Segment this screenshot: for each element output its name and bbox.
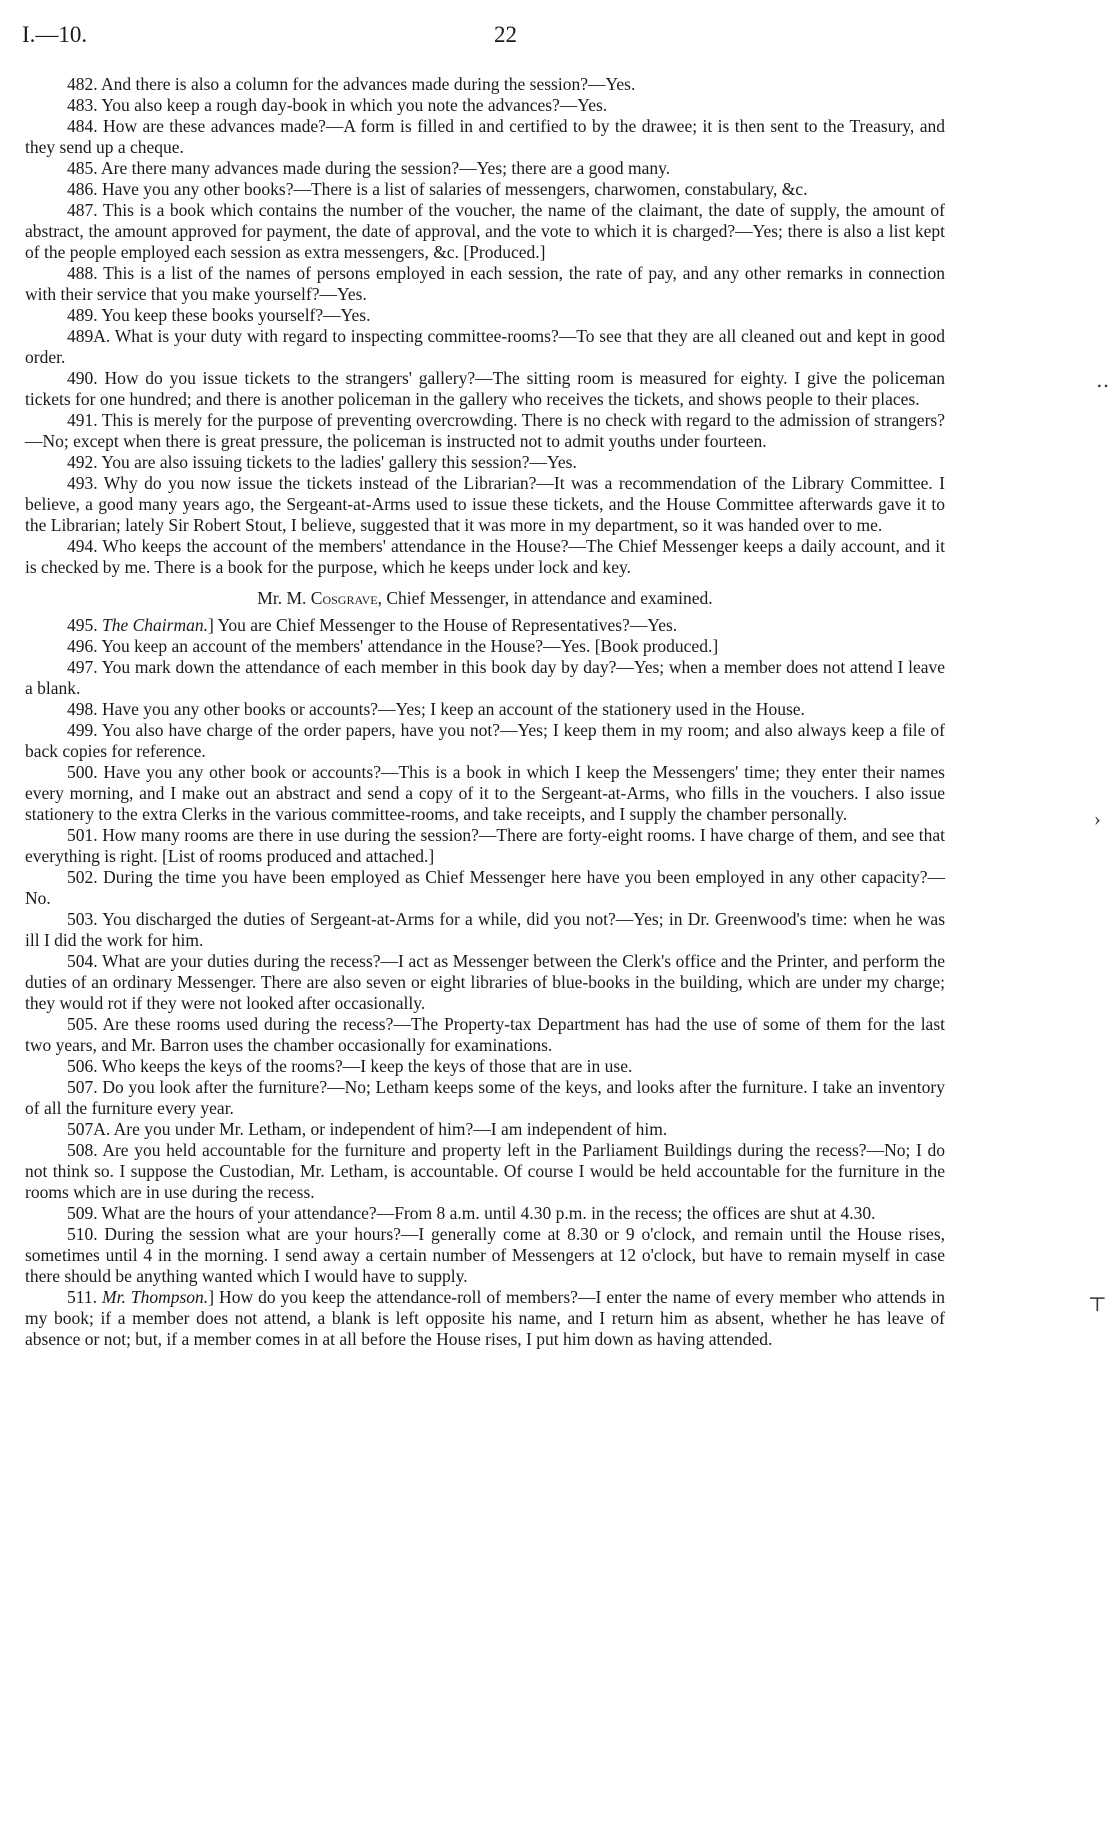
question-paragraph-507A: 507A. Are you under Mr. Letham, or independent of him?—I am independent of him. [67, 1119, 668, 1139]
question-paragraph-491: 491. This is merely for the purpose of preventing overcrowding. There is no check with regard to the admission of strangers?—No; except when there is great pressure, the policeman is instructed not to admit youths under fourteen. [25, 410, 945, 451]
question-paragraph-508: 508. Are you held accountable for the furniture and property left in the Parliament Buildings during the recess?—No; I do not think so. I suppose the Custodian, Mr. Letham, is accountable. Of course I would be held accountable for the furniture in the rooms which are in use during the recess. [25, 1140, 945, 1202]
question-paragraph-495: 495. The Chairman.] You are Chief Messenger to the House of Representatives?—Yes. [67, 615, 678, 635]
page-number: 22 [494, 22, 517, 47]
question-paragraph-496: 496. You keep an account of the members' attendance in the House?—Yes. [Book produced.] [67, 636, 719, 656]
document-reference: I.—10. [22, 22, 88, 47]
question-paragraph-503: 503. You discharged the duties of Sergeant-at-Arms for a while, did you not?—Yes; in Dr. Greenwood's time: when he was ill I did the work for him. [25, 909, 945, 950]
question-paragraph-485: 485. Are there many advances made during the session?—Yes; there are a good many. [67, 158, 671, 178]
witness-name: Cosgrave [310, 588, 378, 608]
question-paragraph-504: 504. What are your duties during the recess?—I act as Messenger between the Clerk's office and the Printer, and perform the duties of an ordinary Messenger. There are also seven or eight libraries of blue-books in the building, which are under my charge; they would rot if they were not looked after occasionally. [25, 951, 945, 1013]
question-paragraph-493: 493. Why do you now issue the tickets instead of the Librarian?—It was a recommendation of the Library Committee. I believe, a good many years ago, the Sergeant-at-Arms used to issue these tickets, and the House Committee afterwards gave it to the Librarian; lately Sir Robert Stout, I believe, suggested that it was more in my department, so it was handed over to me. [25, 473, 945, 535]
question-paragraph-494: 494. Who keeps the account of the members' attendance in the House?—The Chief Messenger keeps a daily account, and it is checked by me. There is a book for the purpose, which he keeps under lock and key. [25, 536, 945, 577]
witness-heading: Mr. M. Cosgrave, Chief Messenger, in attendance and examined. [257, 588, 713, 608]
question-paragraph-506: 506. Who keeps the keys of the rooms?—I keep the keys of those that are in use. [67, 1056, 633, 1076]
speaker-label: Mr. Thompson. [102, 1287, 209, 1307]
margin-mark: › [1094, 808, 1101, 830]
question-paragraph-489A: 489A. What is your duty with regard to inspecting committee-rooms?—To see that they are all cleaned out and kept in good order. [25, 326, 945, 367]
speaker-label: The Chairman. [102, 615, 208, 635]
question-paragraph-499: 499. You also have charge of the order papers, have you not?—Yes; I keep them in my room; and also always keep a file of back copies for reference. [25, 720, 945, 761]
question-paragraph-483: 483. You also keep a rough day-book in which you note the advances?—Yes. [67, 95, 608, 115]
question-paragraph-505: 505. Are these rooms used during the recess?—The Property-tax Department has had the use of some of them for the last two years, and Mr. Barron uses the chamber occasionally for examinations. [25, 1014, 945, 1055]
question-list-2 [25, 636, 945, 1287]
document-body [25, 74, 945, 1350]
margin-mark: ‥ [1096, 370, 1110, 392]
margin-mark: ⊤ [1088, 1294, 1107, 1316]
question-paragraph-486: 486. Have you any other books?—There is a list of salaries of messengers, charwomen, constabulary, &c. [67, 179, 808, 199]
question-paragraph-509: 509. What are the hours of your attendance?—From 8 a.m. until 4.30 p.m. in the recess; the offices are shut at 4.30. [67, 1203, 876, 1223]
question-paragraph-500: 500. Have you any other book or accounts?—This is a book in which I keep the Messengers' time; they enter their names every morning, and I make out an abstract and send a copy of it to the Sergeant-at-Arms, who fills in the vouchers. I also issue stationery to the extra Clerks in the various committee-rooms, and take receipts, and I supply the chamber personally. [25, 762, 945, 824]
question-paragraph-507: 507. Do you look after the furniture?—No; Letham keeps some of the keys, and looks after the furniture. I take an inventory of all the furniture every year. [25, 1077, 945, 1118]
question-paragraph-489: 489. You keep these books yourself?—Yes. [67, 305, 371, 325]
question-paragraph-502: 502. During the time you have been employed as Chief Messenger here have you been employed in any other capacity?—No. [25, 867, 945, 908]
question-paragraph-488: 488. This is a list of the names of persons employed in each session, the rate of pay, and any other remarks in connection with their service that you make yourself?—Yes. [25, 263, 945, 304]
question-paragraph-492: 492. You are also issuing tickets to the ladies' gallery this session?—Yes. [67, 452, 577, 472]
question-paragraph-510: 510. During the session what are your hours?—I generally come at 8.30 or 9 o'clock, and remain until the House rises, sometimes until 4 in the morning. I send away a certain number of Messengers at 12 o'clock, but have to remain myself in case there should be anything wanted which I would have to supply. [25, 1224, 945, 1286]
question-paragraph-484: 484. How are these advances made?—A form is filled in and certified to by the drawee; it is then sent to the Treasury, and they send up a cheque. [25, 116, 945, 157]
page-header [22, 22, 1102, 52]
question-paragraph-501: 501. How many rooms are there in use during the session?—There are forty-eight rooms. I have charge of them, and see that everything is right. [List of rooms produced and attached.] [25, 825, 945, 866]
question-paragraph-487: 487. This is a book which contains the number of the voucher, the name of the claimant, the date of supply, the amount of abstract, the amount approved for payment, the date of approval, and the vote to which it is charged?—Yes; there is also a list kept of the people employed each session as extra messengers, &c. [Produced.] [25, 200, 945, 262]
question-paragraph-498: 498. Have you any other books or accounts?—Yes; I keep an account of the stationery used in the House. [67, 699, 805, 719]
question-paragraph-482: 482. And there is also a column for the advances made during the session?—Yes. [67, 74, 636, 94]
question-paragraph-497: 497. You mark down the attendance of each member in this book day by day?—Yes; when a member does not attend I leave a blank. [25, 657, 945, 698]
question-paragraph-511: 511. Mr. Thompson.] How do you keep the attendance-roll of members?—I enter the name of every member who attends in my book; if a member does not attend, a blank is left opposite his name, and I return him as absent, whether he has leave of absence or not; but, if a member comes in at all before the House rises, I put him down as having attended. [25, 1287, 945, 1349]
question-paragraph-490: 490. How do you issue tickets to the strangers' gallery?—The sitting room is measured for eighty. I give the policeman tickets for one hundred; and there is another policeman in the gallery who receives the tickets, and shows people to their places. [25, 368, 945, 409]
question-list-1 [25, 74, 945, 578]
